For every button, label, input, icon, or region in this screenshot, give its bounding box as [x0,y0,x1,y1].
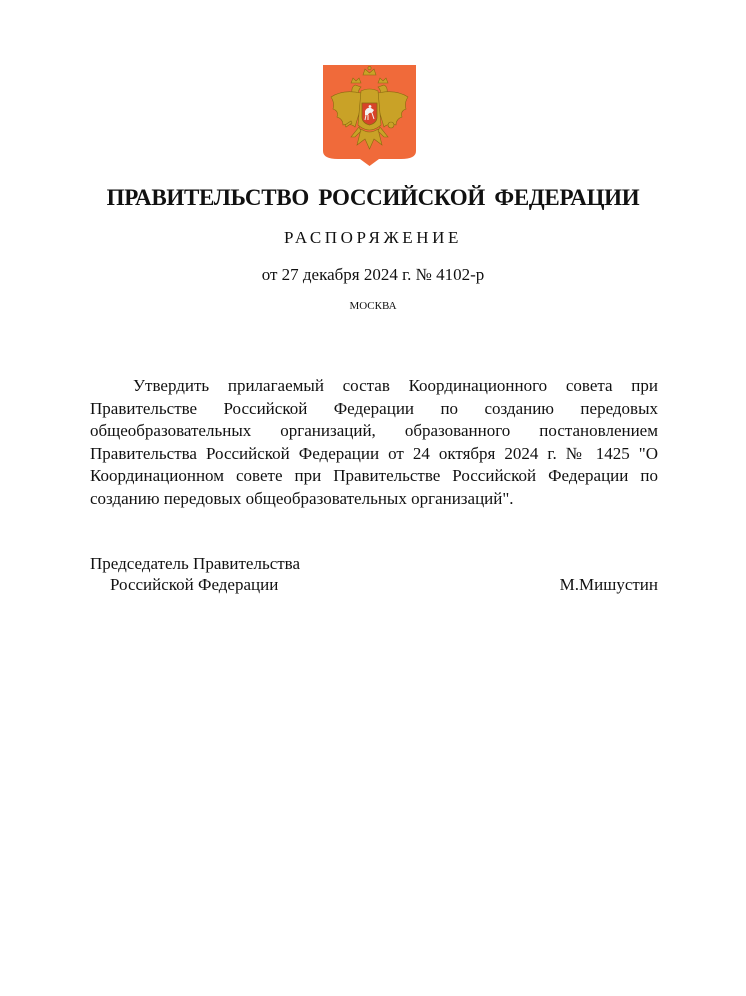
signatory-position-line2: Российской Федерации [110,575,279,594]
signatory-position-line1: Председатель Правительства [90,554,301,573]
russian-coat-of-arms-icon [321,63,418,167]
body-paragraph: Утвердить прилагаемый состав Координационного совета при Правительстве Российской Федерации по созданию передовых общеобразовательных организаций, образованного постановлением Правительства Российской Федерации от 24 октября 2024 г. № 1425 "О Координационном совете при Правительстве Российской Федерации по созданию передовых общеобразовательных организаций". [90,376,658,508]
signatory-position [90,553,300,595]
document-date-number: от 27 декабря 2024 г. № 4102-р [261,265,485,284]
government-title: ПРАВИТЕЛЬСТВО РОССИЙСКОЙ ФЕДЕРАЦИИ [106,185,640,210]
signatory-name: М.Мишустин [559,575,658,594]
coat-of-arms-emblem [321,63,418,167]
document-city: МОСКВА [349,300,397,312]
document-type: РАСПОРЯЖЕНИЕ [283,228,463,247]
document-body [90,375,658,510]
